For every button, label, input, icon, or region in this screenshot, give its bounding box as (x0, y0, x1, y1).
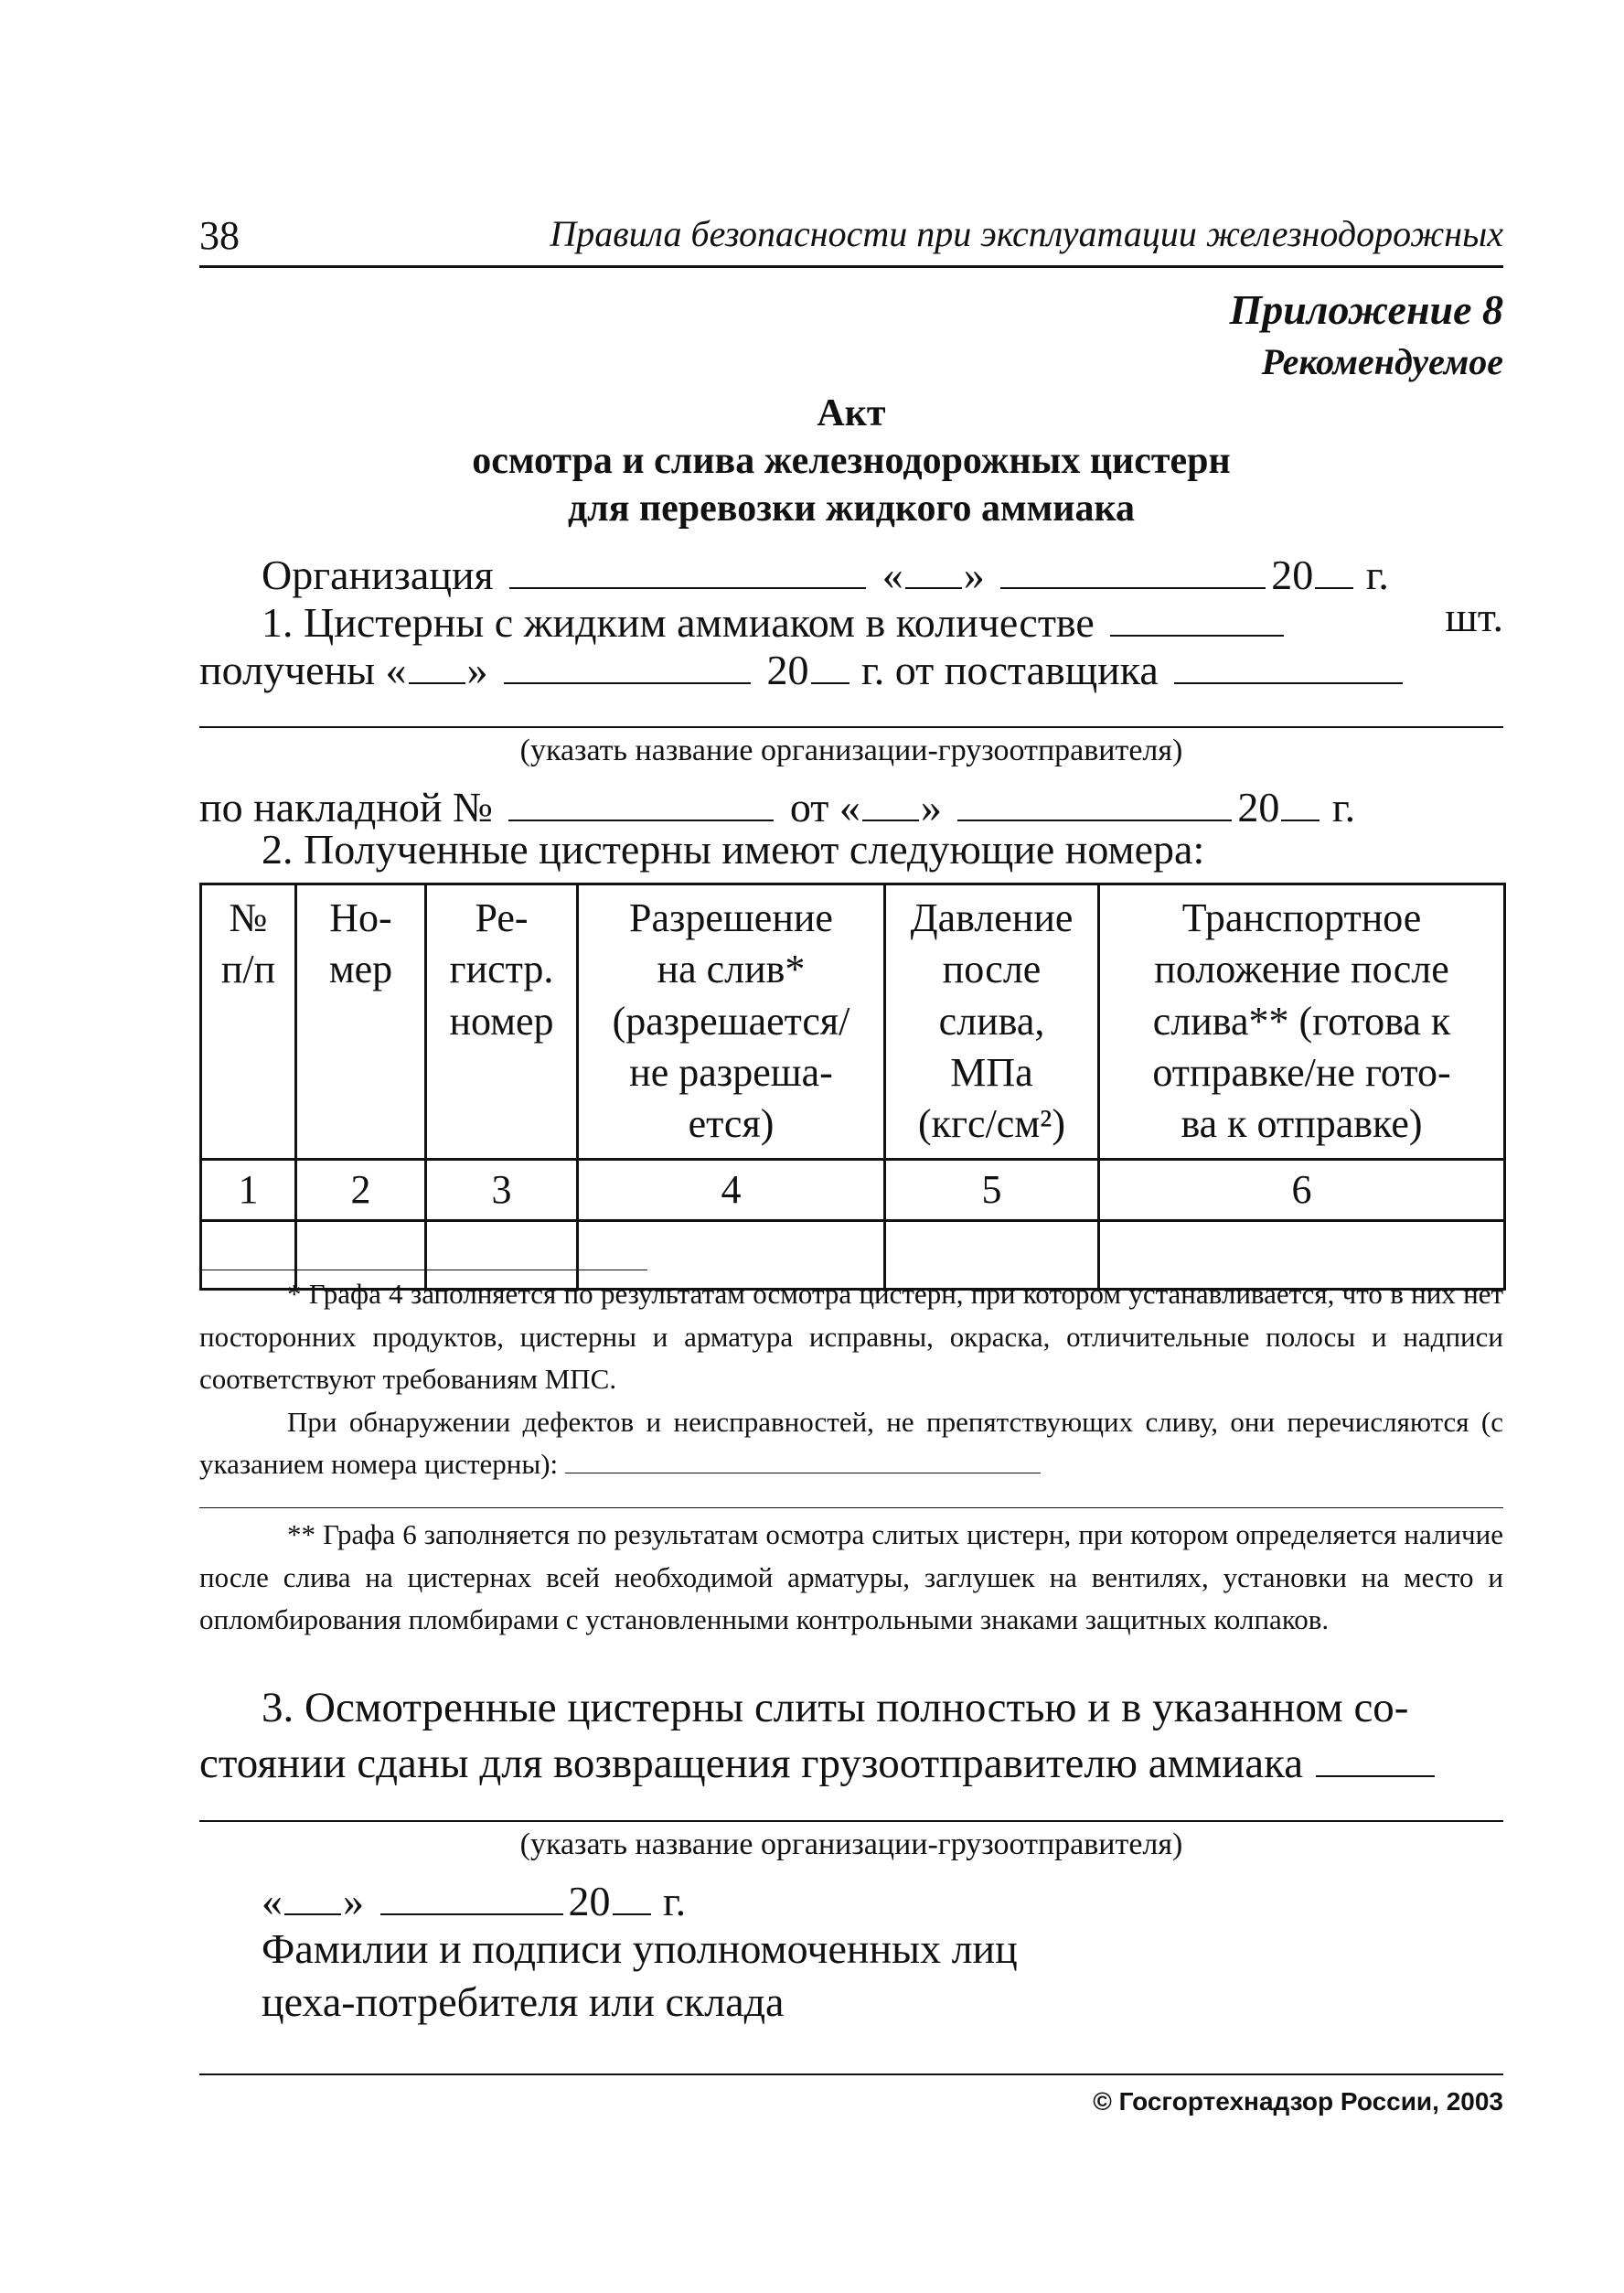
waybill-label: по накладной № (199, 784, 493, 830)
from-label: от (789, 784, 829, 830)
footnote-1-text: * Графа 4 заполняется по результатам осмотра цистерн, при котором устанавливается, что в них нет посторонних продуктов, цистерны и арматура исправны, окраска, отличительные полосы и надписи соответствуют требованиям МПС. (199, 1278, 1503, 1395)
act-word: Акт (817, 392, 886, 434)
received-month-blank[interactable] (504, 640, 751, 684)
table-header-row (201, 884, 1505, 1160)
column-number: 3 (426, 1159, 578, 1220)
supplier-name-blank[interactable] (199, 726, 1503, 728)
received-line: получены « » 20 г. от поставщика (199, 640, 1408, 694)
defects-blank[interactable] (565, 1444, 1041, 1473)
quote-open: « (881, 552, 903, 598)
defects-blank-line[interactable] (199, 1507, 1503, 1508)
column-number-row (201, 1159, 1505, 1220)
signatures-line1: Фамилии и подписи уполномоченных лиц (262, 1925, 1018, 1972)
col-header-index: № п/п (201, 884, 296, 1160)
annex-status: Рекомендуемое (1261, 341, 1503, 382)
running-title: Правила безопасности при эксплуатации железнодорожных (550, 213, 1503, 254)
received-label: получены (199, 647, 376, 693)
footnote-2-text: ** Графа 6 заполняется по результатам осмотра слитых цистерн, при котором определяется наличие после слива на цистернах всей необходимой арматуры, заглушек на вентилях, установки на место и опломбирования пломбирами с установленными контрольными знаками защитных колпаков. (199, 1518, 1503, 1635)
act-title-line1: осмотра и слива железнодорожных цистерн (472, 440, 1231, 482)
section3-line1: 3. Осмотренные цистерны слиты полностью и в указанном со- (262, 1684, 1409, 1731)
shipper-hint: (указать название организации-грузоотправителя) (519, 1827, 1183, 1861)
tank-numbers-table (199, 883, 1506, 1291)
copyright: © Госгортехнадзор России, 2003 (1093, 2087, 1503, 2116)
year-prefix: 20 (1271, 552, 1314, 598)
section3-date-line: « » 20 г. (262, 1871, 686, 1925)
day-blank[interactable] (905, 545, 962, 589)
column-number: 2 (296, 1159, 426, 1220)
org-label: Организация (262, 552, 494, 598)
footnote-1-defects: При обнаружении дефектов и неисправностей, не препятствующих сливу, они перечисляются (с указанием номера цистерны): (199, 1405, 1503, 1480)
month-blank[interactable] (1000, 545, 1266, 589)
from-supplier-label: г. от поставщика (861, 647, 1159, 693)
received-year-blank[interactable] (811, 640, 849, 684)
column-number: 1 (201, 1159, 296, 1220)
s3-month-blank[interactable] (380, 1871, 563, 1915)
organization-line (262, 545, 1389, 599)
header-rule (199, 265, 1503, 268)
column-number: 4 (578, 1159, 885, 1220)
signatures-line2: цеха-потребителя или склада (262, 1978, 785, 2025)
waybill-month-blank[interactable] (957, 777, 1232, 821)
s3-day-blank[interactable] (284, 1871, 341, 1915)
received-day-blank[interactable] (409, 640, 465, 684)
col-header-transport-position: Транспортное положение после слива** (готова к отправке/не гото- ва к отправке) (1099, 884, 1505, 1160)
col-header-reg-number: Ре- гистр. номер (426, 884, 578, 1160)
col-header-number: Но- мер (296, 884, 426, 1160)
footnote-2 (199, 1514, 1503, 1642)
col-header-pressure: Давление после слива, МПа (кгс/см²) (885, 884, 1099, 1160)
act-title-line2: для перевозки жидкого аммиака (567, 488, 1136, 530)
consumer-blank[interactable] (1316, 1732, 1435, 1777)
waybill-number-blank[interactable] (508, 777, 774, 821)
footer-rule (199, 2073, 1503, 2075)
item2-text: 2. Полученные цистерны имеют следующие номера: (262, 826, 1205, 873)
page-number: 38 (199, 213, 240, 258)
annex-title: Приложение 8 (1229, 286, 1503, 333)
col-header-drain-permission: Разрешение на слив* (разрешается/ не разреша- ется) (578, 884, 885, 1160)
section3-line2: стоянии сданы для возвращения грузоотправителю аммиака (199, 1740, 1304, 1787)
waybill-line: по накладной № от « » 20 г. (199, 777, 1355, 831)
org-blank[interactable] (509, 545, 866, 589)
year-blank[interactable] (1315, 545, 1353, 589)
supplier-hint: (указать название организации-грузоотправителя) (519, 734, 1183, 767)
waybill-day-blank[interactable] (862, 777, 919, 821)
shipper-name-blank[interactable] (199, 1820, 1503, 1822)
s3-year-blank[interactable] (613, 1871, 651, 1915)
waybill-year-blank[interactable] (1281, 777, 1320, 821)
footnote-1 (199, 1273, 1503, 1486)
quote-close: » (963, 552, 985, 598)
column-number: 6 (1099, 1159, 1505, 1220)
column-number: 5 (885, 1159, 1099, 1220)
year-suffix: г. (1365, 552, 1389, 598)
item1-line (199, 593, 1503, 647)
item1-text: 1. Цистерны с жидким аммиаком в количестве (262, 599, 1095, 646)
section3-line2-wrap (199, 1732, 1440, 1788)
item1-unit: шт. (1445, 594, 1503, 640)
quantity-blank[interactable] (1110, 593, 1284, 637)
supplier-blank[interactable] (1174, 640, 1403, 684)
